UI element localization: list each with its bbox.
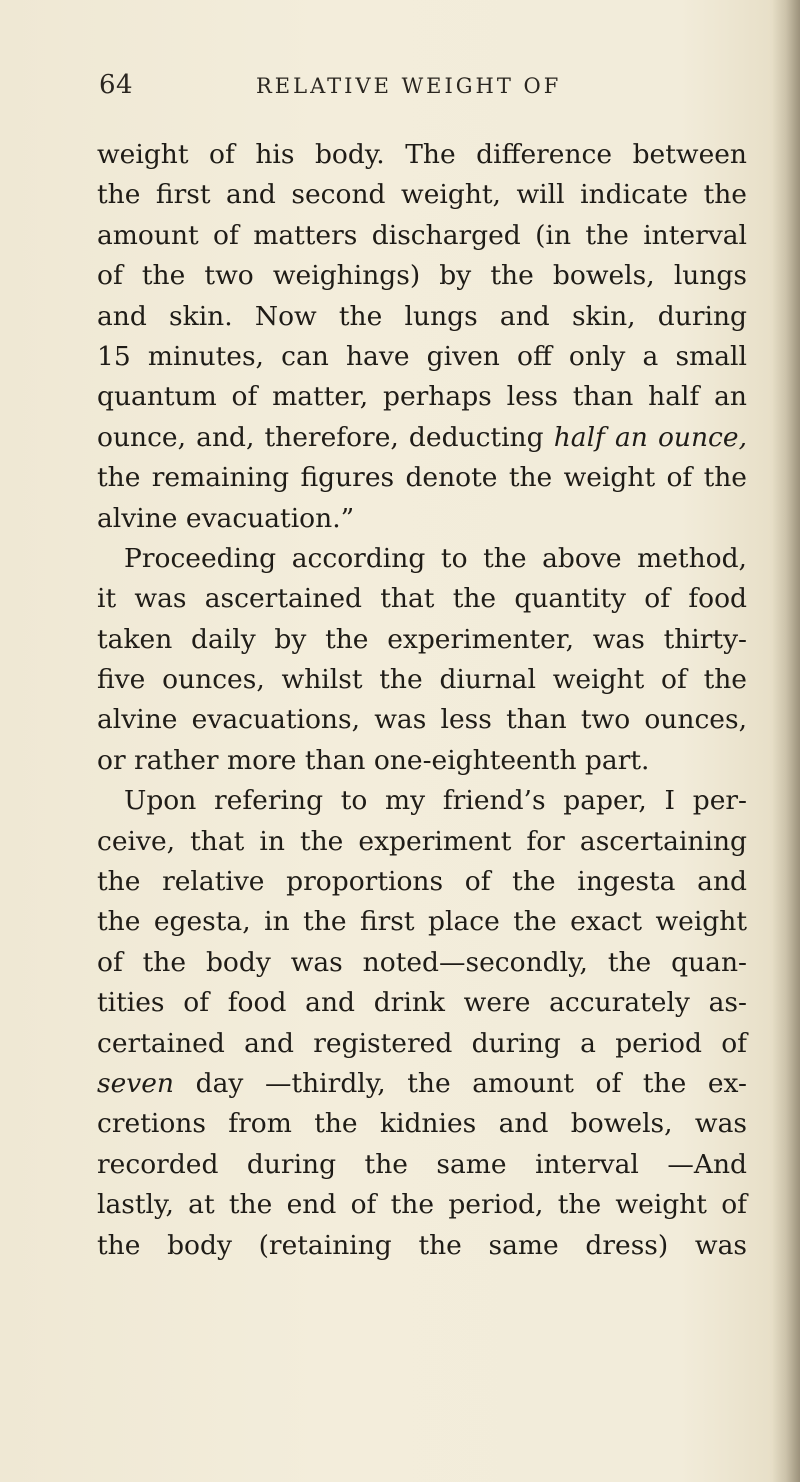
text-line: cretions from the kidnies and bowels, was — [97, 1108, 747, 1140]
text-line: alvine evacuations, was less than two ounces, — [97, 704, 747, 736]
body-text — [97, 135, 747, 1266]
page-number: 64 — [99, 70, 134, 100]
text-line: lastly, at the end of the period, the weight of — [97, 1189, 747, 1221]
text-segment: day —thirdly, the amount of the ex- — [174, 1067, 747, 1099]
italic-phrase: half an ounce, — [553, 421, 747, 453]
paragraph-start-line: Proceeding according to the above method, — [124, 542, 747, 574]
text-line: tities of food and drink were accurately as- — [97, 987, 747, 1019]
text-line: the body (retaining the same dress) was — [97, 1229, 747, 1261]
text-line: alvine evacuation.” — [97, 502, 355, 534]
text-line: amount of matters discharged (in the interval — [97, 219, 747, 251]
text-line: the egesta, in the first place the exact weight — [97, 906, 747, 938]
page-edge-shadow — [772, 0, 800, 1482]
running-head: RELATIVE WEIGHT OF — [256, 74, 562, 98]
text-line: weight of his body. The difference between — [97, 139, 747, 170]
text-line: ceive, that in the experiment for ascertaining — [97, 825, 747, 857]
text-line: of the body was noted—secondly, the quan- — [97, 946, 747, 978]
text-line: quantum of matter, perhaps less than half an — [97, 381, 747, 413]
text-line: the first and second weight, will indicate the — [97, 179, 747, 211]
text-line: the relative proportions of the ingesta and — [97, 866, 747, 898]
text-line: certained and registered during a period of — [97, 1027, 747, 1059]
text-line: 15 minutes, can have given off only a small — [97, 340, 747, 372]
text-segment: ounce, and, therefore, deducting — [97, 421, 554, 453]
text-line: the remaining figures denote the weight of the — [97, 462, 747, 494]
text-line: recorded during the same interval —And — [97, 1148, 747, 1180]
text-line: five ounces, whilst the diurnal weight of the — [97, 664, 747, 696]
text-line: it was ascertained that the quantity of food — [97, 583, 747, 615]
italic-word: seven — [97, 1067, 175, 1099]
paragraph-start-line: Upon refering to my friend’s paper, I per- — [124, 785, 747, 817]
text-line: and skin. Now the lungs and skin, during — [97, 300, 747, 332]
text-line: or rather more than one-eighteenth part. — [97, 744, 650, 776]
text-line — [97, 1064, 747, 1104]
text-line: taken daily by the experimenter, was thirty- — [97, 623, 747, 655]
text-line — [97, 418, 747, 458]
text-line: of the two weighings) by the bowels, lungs — [97, 260, 747, 292]
